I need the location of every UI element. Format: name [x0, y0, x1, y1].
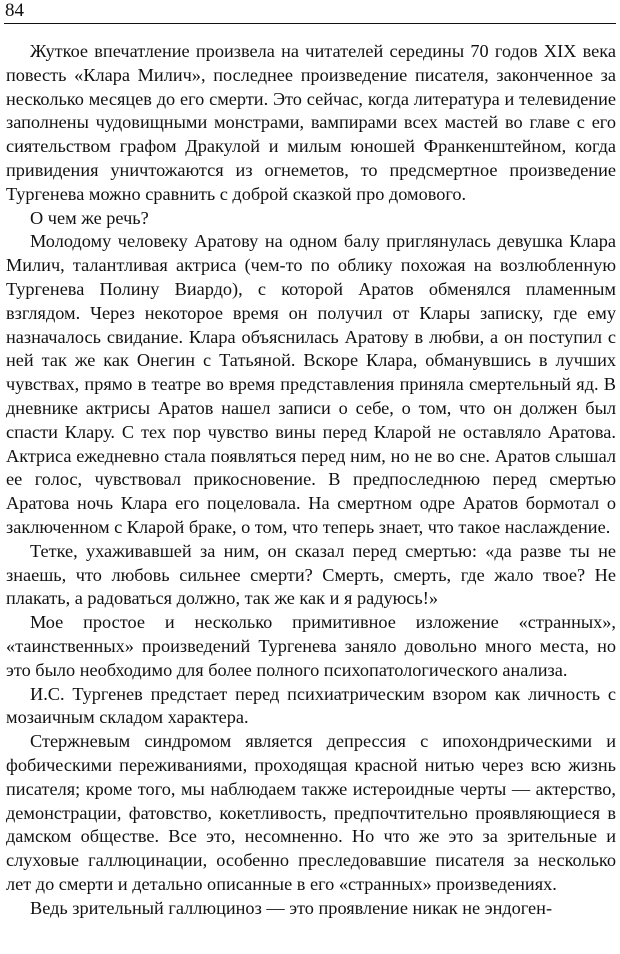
paragraph-plot-summary: Молодому человеку Аратову на одном балу приглянулась девушка Клара Милич, талантливая актриса (чем-то по облику похожая на возлюбленную Тургенева Полину Виардо), с которой Аратов обменялся пламенным взглядом. Через некоторое время он получил от Клары записку, где ему назначалось свидание. Клара объяснилась Аратову в любви, а он поступил с ней так же как Онегин с Татьяной. Вскоре Клара, обманувшись в лучших чувствах, прямо в театре во время представления приняла смертельный яд. В дневнике актрисы Аратов нашел записи о себе, о том, что он должен был спасти Клару. С тех пор чувство вины перед Кларой не оставляло Аратова. Актриса ежедневно стала появляться перед ним, но не во сне. Аратов слышал ее голос, чувствовал прикосновение. В предпоследнюю перед смертью Аратова ночь Клара его поцеловала. На смертном одре Аратов бормотал о заключенном с Кларой браке, о том, что теперь знает, что такое наслаждение.	[6, 231, 616, 537]
text-body	[6, 40, 616, 920]
paragraph-author-note: Мое простое и несколько примитивное изложение «странных», «таинственных» произведений Тургенева заняло довольно много места, но это было необходимо для более полного психопатологического анализа.	[6, 612, 616, 680]
paragraph-personality: И.С. Тургенев предстает перед психиатрическим взором как личность с мозаичным складом характера.	[6, 683, 616, 728]
page-number: 84	[5, 0, 24, 21]
paragraph-core-syndrome: Стержневым синдромом является депрессия с ипохондрическими и фобическими переживаниями, проходящая красной нитью через всю жизнь писателя; кроме того, мы наблюдаем также истероидные черты — актерство, демонстрации, фатовство, кокетливость, предпочтительно проявляющиеся в дамском обществе. Все это, несомненно. Но что же это за зрительные и слуховые галлюцинации, особенно преследовавшие писателя за несколько лет до смерти и детально описанные в его «странных» произведениях.	[6, 731, 616, 894]
header-rule	[4, 23, 616, 24]
paragraph-last-words: Тетке, ухаживавшей за ним, он сказал перед смертью: «да разве ты не знаешь, что любовь сильнее смерти? Смерть, смерть, где жало твое? Не плакать, а радоваться должно, так же как и я радуюсь!»	[6, 540, 616, 609]
paragraph-hallucinosis: Ведь зрительный галлюциноз — это проявление никак не эндоген-	[30, 897, 553, 918]
paragraph-klara-milich-intro: Жуткое впечатление произвела на читателей середины 70 годов XIX века повесть «Клара Милич», последнее произведение писателя, законченное за несколько месяцев до его смерти. Это сейчас, когда литература и телевидение заполнены чудовищными монстрами, вампирами всех мастей во главе с его сиятельством графом Дракулой и милым юношей Франкенштейном, когда привидения уничтожаются из огнеметов, то предсмертное произведение Тургенева можно сравнить с доброй сказкой про домового.	[6, 41, 616, 204]
paragraph-question: О чем же речь?	[30, 207, 149, 228]
